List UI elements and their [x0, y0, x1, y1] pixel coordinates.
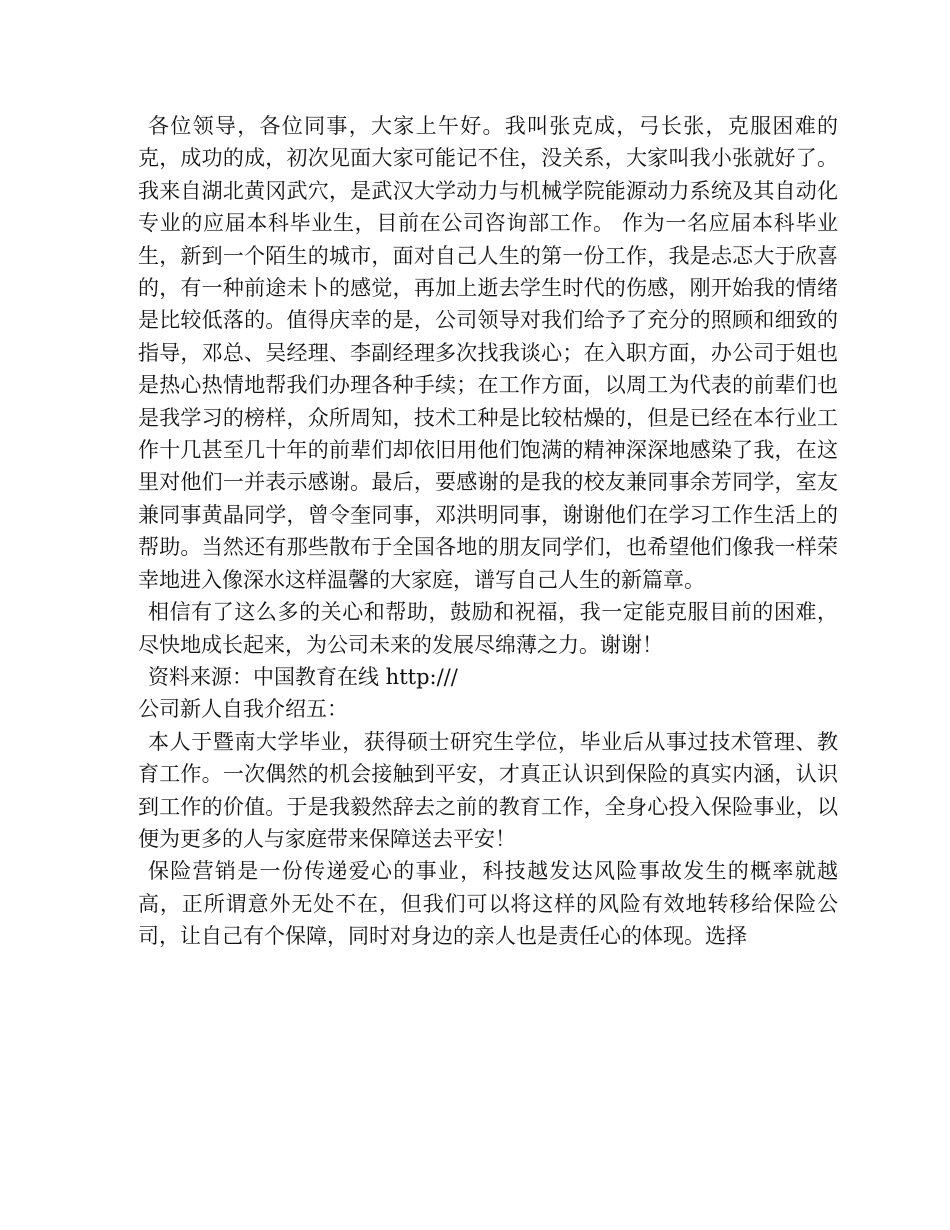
paragraph-education-background: 本人于暨南大学毕业，获得硕士研究生学位，毕业后从事过技术管理、教育工作。一次偶然的机会接触到平安，才真正认识到保险的真实内涵，认识到工作的价值。于是我毅然辞去之前的教育工作，全身心投入保险事业，以便为更多的人与家庭带来保障送去平安！ — [138, 729, 838, 851]
paragraph-self-introduction: 各位领导，各位同事，大家上午好。我叫张克成，弓长张，克服困难的克，成功的成，初次见面大家可能记不住，没关系，大家叫我小张就好了。我来自湖北黄冈武穴，是武汉大学动力与机械学院能源动力系统及其自动化专业的应届本科毕业生，目前在公司咨询部工作。 作为一名应届本科毕业生，新到一个陌生的城市，面对自己人生的第一份工作，我是忐忑大于欣喜的，有一种前途未卜的感觉，再加上逝去学生时代的伤感，刚开始我的情绪是比较低落的。值得庆幸的是，公司领导对我们给予了充分的照顾和细致的指导，邓总、吴经理、李副经理多次找我谈心；在入职方面，办公司于姐也是热心热情地帮我们办理各种手续；在工作方面，以周工为代表的前辈们也是我学习的榜样，众所周知，技术工种是比较枯燥的，但是已经在本行业工作十几甚至几十年的前辈们却依旧用他们饱满的精神深深地感染了我，在这里对他们一并表示感谢。最后，要感谢的是我的校友兼同事余芳同学，室友兼同事黄晶同学，曾令奎同事，邓洪明同事，谢谢他们在学习工作生活上的帮助。当然还有那些散布于全国各地的朋友同学们，也希望他们像我一样荣幸地进入像深水这样温馨的大家庭，谱写自己人生的新篇章。 — [138, 114, 838, 592]
paragraph-insurance-career: 保险营销是一份传递爱心的事业，科技越发达风险事故发生的概率就越高，正所谓意外无处不在，但我们可以将这样的风险有效地转移给保险公司，让自己有个保障，同时对身边的亲人也是责任心的体现。选择 — [138, 859, 838, 949]
paragraph-closing-thanks: 相信有了这么多的关心和帮助，鼓励和祝福，我一定能克服目前的困难，尽快地成长起来，为公司未来的发展尽绵薄之力。谢谢！ — [138, 600, 838, 657]
paragraph-source: 资料来源：中国教育在线 http:/// — [148, 664, 458, 689]
section-heading: 公司新人自我介绍五： — [138, 697, 348, 722]
document-page — [138, 110, 838, 953]
